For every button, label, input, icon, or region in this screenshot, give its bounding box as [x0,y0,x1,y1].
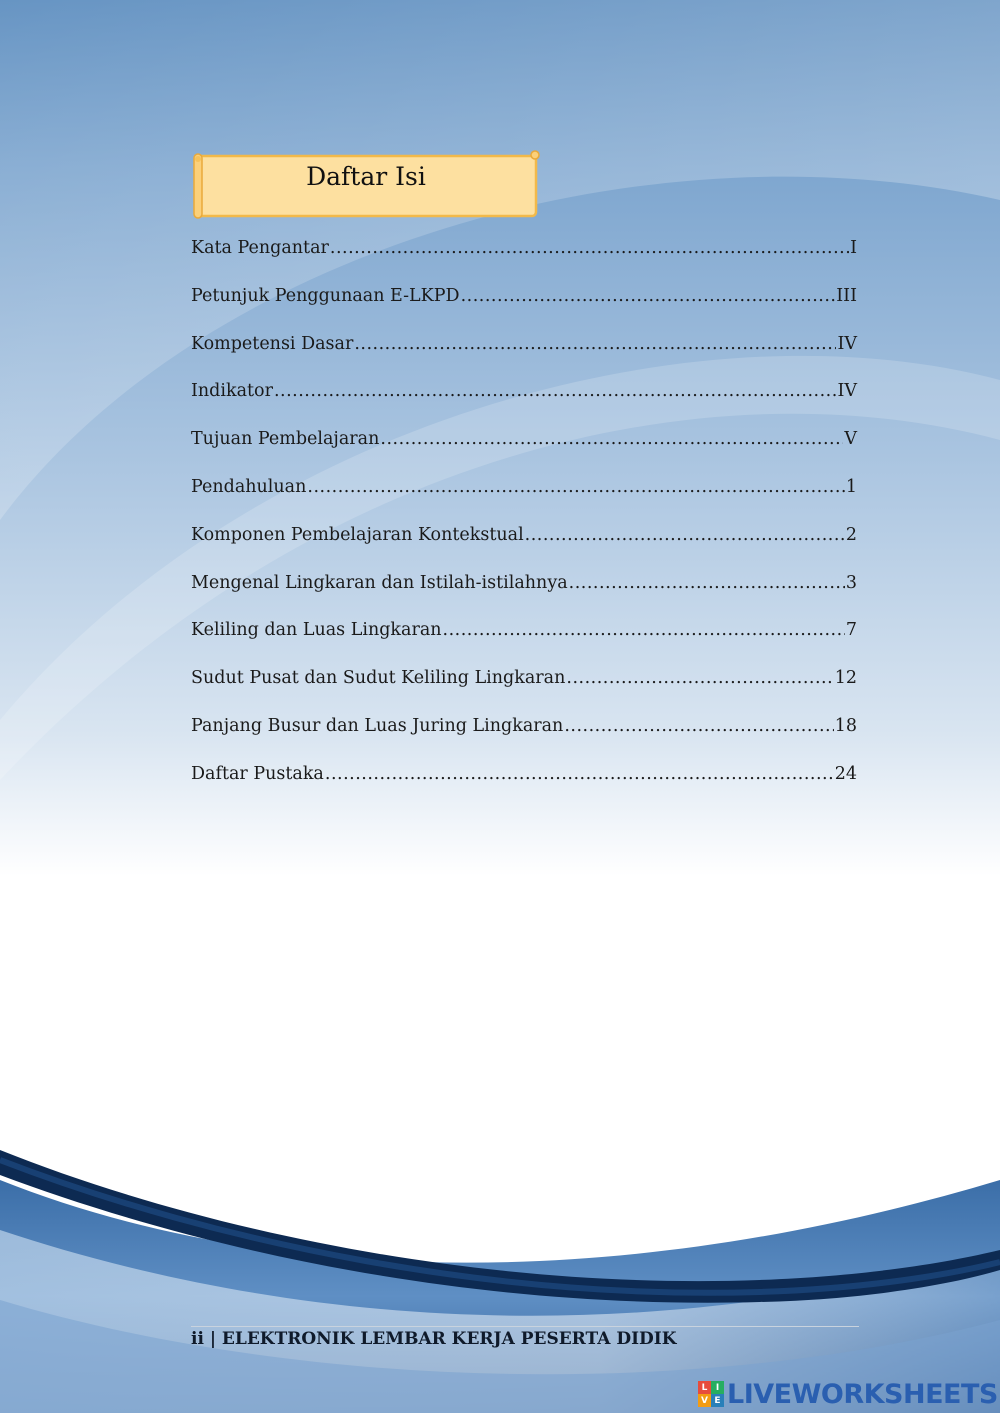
toc-entry[interactable] [191,286,857,334]
toc-entry[interactable] [191,238,857,286]
toc-entry-page: 2 [845,524,857,545]
toc-entry-page: 3 [845,572,857,593]
toc-entry-page: IV [837,333,857,354]
toc-leader-dots [443,620,845,640]
toc-entry-page: 7 [845,620,857,641]
toc-entry-label: Kompetensi Dasar [191,333,354,354]
toc-entry-page: 12 [834,668,857,689]
toc-leader-dots [330,238,849,258]
toc-leader-dots [566,668,833,688]
toc-leader-dots [380,429,843,449]
toc-entry-label: Indikator [191,381,273,402]
badge-letter: E [711,1394,724,1407]
toc-leader-dots [274,381,836,401]
toc-entry[interactable] [191,764,857,812]
toc-entry[interactable] [191,668,857,716]
footer-divider [191,1326,859,1327]
toc-entry-label: Tujuan Pembelajaran [191,429,380,450]
toc-entry[interactable] [191,573,857,621]
toc-entry[interactable] [191,477,857,525]
liveworksheets-logo[interactable] [698,1377,998,1411]
toc-entry-label: Keliling dan Luas Lingkaran [191,620,442,641]
toc-entry-page: III [836,285,857,306]
page-title: Daftar Isi [306,162,426,191]
toc-entry-label: Sudut Pusat dan Sudut Keliling Lingkaran [191,668,566,689]
toc-entry-page: I [850,238,857,258]
badge-letter: I [711,1381,724,1394]
toc-entry[interactable] [191,429,857,477]
toc-entry-label: Kata Pengantar [191,238,329,258]
toc-entry[interactable] [191,620,857,668]
toc-entry-label: Komponen Pembelajaran Kontekstual [191,524,524,545]
toc-entry-label: Daftar Pustaka [191,763,324,784]
toc-entry-label: Petunjuk Penggunaan E-LKPD [191,285,460,306]
badge-letter: V [698,1394,711,1407]
watermark-text: LIVEWORKSHEETS [727,1378,998,1410]
toc-leader-dots [564,716,833,736]
toc-entry[interactable] [191,381,857,429]
table-of-contents [191,238,857,812]
toc-leader-dots [461,286,836,306]
title-banner [190,150,542,220]
liveworksheets-badge-icon [698,1381,724,1407]
toc-entry[interactable] [191,334,857,382]
toc-entry-page: 18 [834,715,857,736]
badge-letter: L [698,1381,711,1394]
toc-leader-dots [325,764,834,784]
toc-entry[interactable] [191,716,857,764]
toc-entry-page: 24 [834,763,857,784]
toc-leader-dots [569,573,845,593]
toc-leader-dots [525,525,845,545]
toc-entry-page: V [844,429,857,450]
toc-leader-dots [307,477,844,497]
footer-text: ii | ELEKTRONIK LEMBAR KERJA PESERTA DIDIK [191,1329,677,1349]
toc-entry-page: IV [837,381,857,402]
toc-entry-label: Pendahuluan [191,476,307,497]
toc-leader-dots [354,334,836,354]
toc-entry-page: 1 [845,476,857,497]
toc-entry-label: Mengenal Lingkaran dan Istilah-istilahnya [191,572,568,593]
toc-entry-label: Panjang Busur dan Luas Juring Lingkaran [191,715,564,736]
toc-entry[interactable] [191,525,857,573]
